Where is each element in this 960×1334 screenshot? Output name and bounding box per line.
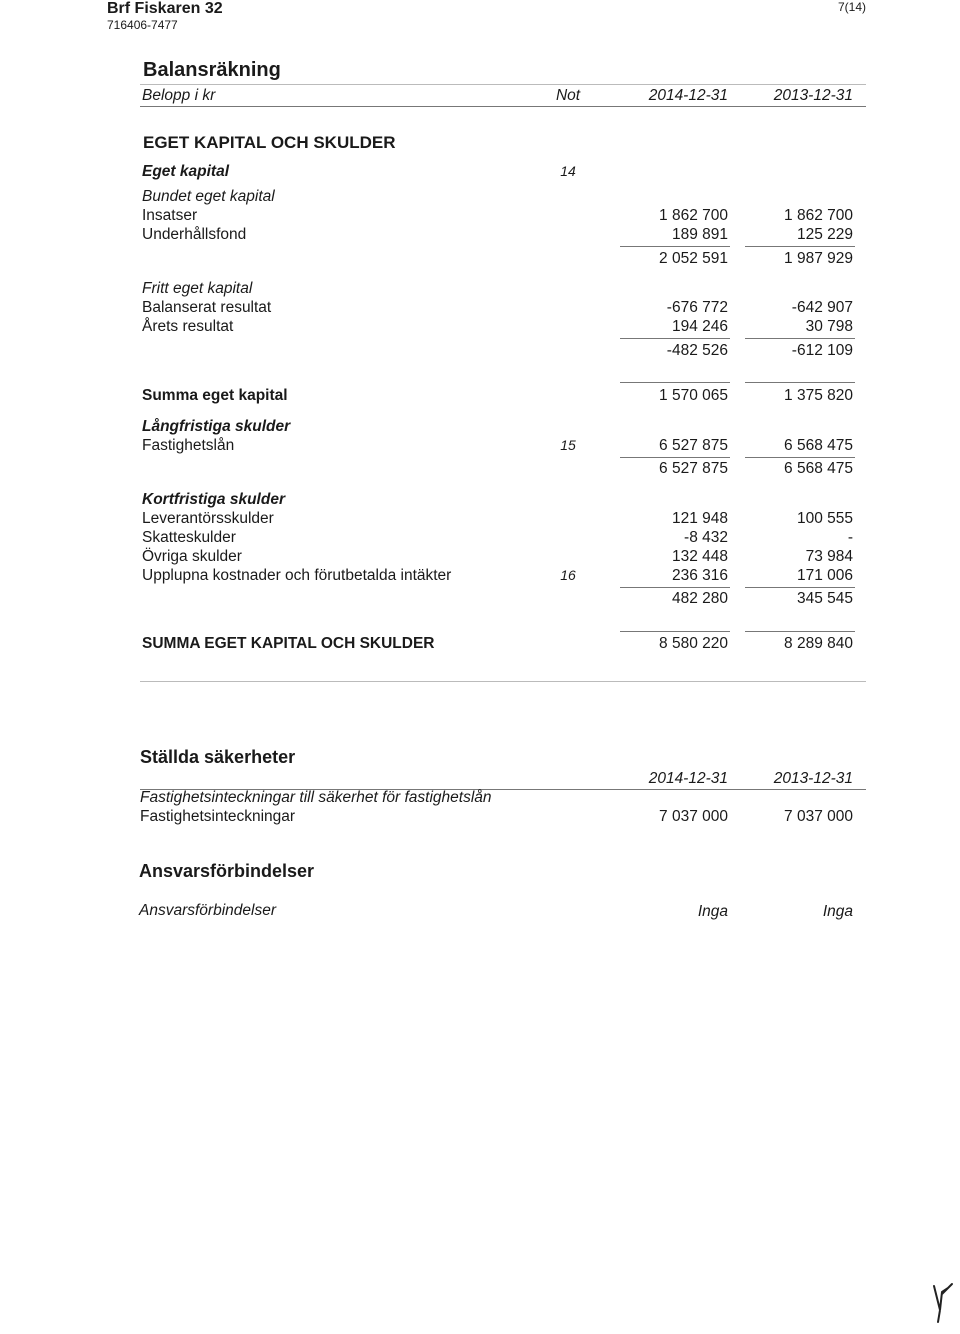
free-heading: Fritt eget kapital: [142, 280, 253, 297]
collateral-row-current: 7 037 000: [659, 808, 728, 825]
row-previous: -: [847, 529, 853, 546]
column-label-note: Not: [555, 87, 581, 104]
equity-sum-current: 1 570 065: [659, 387, 728, 404]
restricted-total-current: 2 052 591: [659, 250, 728, 267]
contingent-row-current: Inga: [697, 903, 728, 920]
row-label: Skatteskulder: [142, 529, 236, 546]
row-current: 1 862 700: [659, 207, 728, 224]
equity-heading: Eget kapital: [142, 163, 229, 180]
column-label-current: 2014-12-31: [648, 87, 728, 104]
row-current: 121 948: [671, 510, 728, 527]
total-rule: [620, 631, 730, 632]
row-current: 194 246: [671, 318, 728, 335]
subtotal-rule: [620, 246, 730, 247]
row-previous: 6 568 475: [784, 437, 853, 454]
row-previous: 1 862 700: [784, 207, 853, 224]
equity-sum-previous: 1 375 820: [784, 387, 853, 404]
row-current: 236 316: [671, 567, 728, 584]
row-label: Fastighetslån: [142, 437, 235, 454]
restricted-total-previous: 1 987 929: [784, 250, 853, 267]
longterm-total-previous: 6 568 475: [784, 460, 853, 477]
shortterm-heading: Kortfristiga skulder: [142, 491, 285, 508]
column-label-previous: 2013-12-31: [773, 87, 853, 104]
signature-initials: [930, 1280, 958, 1324]
row-previous: 171 006: [796, 567, 853, 584]
row-note: 16: [560, 567, 576, 583]
collateral-col-current: 2014-12-31: [648, 770, 728, 787]
restricted-heading: Bundet eget kapital: [142, 188, 275, 205]
page-number: 7(14): [838, 0, 867, 14]
section-divider: [140, 681, 866, 682]
header-divider: [140, 106, 866, 107]
longterm-heading: Långfristiga skulder: [142, 418, 291, 435]
row-current: 6 527 875: [659, 437, 728, 454]
row-previous: 73 984: [805, 548, 853, 565]
sum-rule: [745, 382, 855, 383]
subtotal-rule: [745, 457, 855, 458]
free-total-previous: -612 109: [791, 342, 853, 359]
section-title: EGET KAPITAL OCH SKULDER: [143, 133, 396, 152]
org-number: 716406-7477: [107, 18, 178, 32]
collateral-col-previous: 2013-12-31: [773, 770, 853, 787]
title-divider: [140, 84, 866, 85]
row-label: Insatser: [142, 207, 198, 224]
row-current: 132 448: [671, 548, 728, 565]
collateral-row-previous: 7 037 000: [784, 808, 853, 825]
row-label: Upplupna kostnader och förutbetalda intäkter: [142, 567, 452, 584]
row-label: Leverantörsskulder: [142, 510, 274, 527]
longterm-total-current: 6 527 875: [659, 460, 728, 477]
contingent-row-previous: Inga: [822, 903, 853, 920]
row-label: Balanserat resultat: [142, 299, 272, 316]
subtotal-rule: [620, 457, 730, 458]
shortterm-total-previous: 345 545: [796, 590, 853, 607]
collateral-title: Ställda säkerheter: [140, 747, 296, 767]
row-previous: 30 798: [805, 318, 853, 335]
column-label-amount: Belopp i kr: [142, 87, 216, 104]
collateral-row-label: Fastighetsinteckningar: [140, 808, 296, 825]
row-note: 15: [560, 437, 576, 453]
grand-total-label: SUMMA EGET KAPITAL OCH SKULDER: [142, 635, 435, 652]
row-label: Underhållsfond: [142, 226, 247, 243]
subtotal-rule: [745, 338, 855, 339]
grand-total-current: 8 580 220: [659, 635, 728, 652]
grand-total-previous: 8 289 840: [784, 635, 853, 652]
row-previous: 125 229: [796, 226, 853, 243]
row-previous: -642 907: [791, 299, 853, 316]
contingent-title: Ansvarsförbindelser: [139, 861, 315, 881]
org-name: Brf Fiskaren 32: [107, 0, 223, 17]
subtotal-rule: [745, 587, 855, 588]
subtotal-rule: [745, 246, 855, 247]
subtotal-rule: [620, 338, 730, 339]
sum-rule: [620, 382, 730, 383]
equity-note: 14: [560, 163, 576, 179]
row-current: -8 432: [684, 529, 728, 546]
free-total-current: -482 526: [666, 342, 728, 359]
row-previous: 100 555: [796, 510, 853, 527]
contingent-row-label: Ansvarsförbindelser: [139, 902, 276, 919]
page-title: Balansräkning: [143, 59, 281, 81]
total-rule: [745, 631, 855, 632]
row-current: -676 772: [666, 299, 728, 316]
subtotal-rule: [620, 587, 730, 588]
row-current: 189 891: [671, 226, 728, 243]
equity-sum-label: Summa eget kapital: [142, 387, 288, 404]
row-label: Övriga skulder: [142, 548, 242, 565]
shortterm-total-current: 482 280: [671, 590, 728, 607]
collateral-subheading: Fastighetsinteckningar till säkerhet för fastighetslån: [140, 789, 492, 806]
row-label: Årets resultat: [142, 318, 234, 335]
